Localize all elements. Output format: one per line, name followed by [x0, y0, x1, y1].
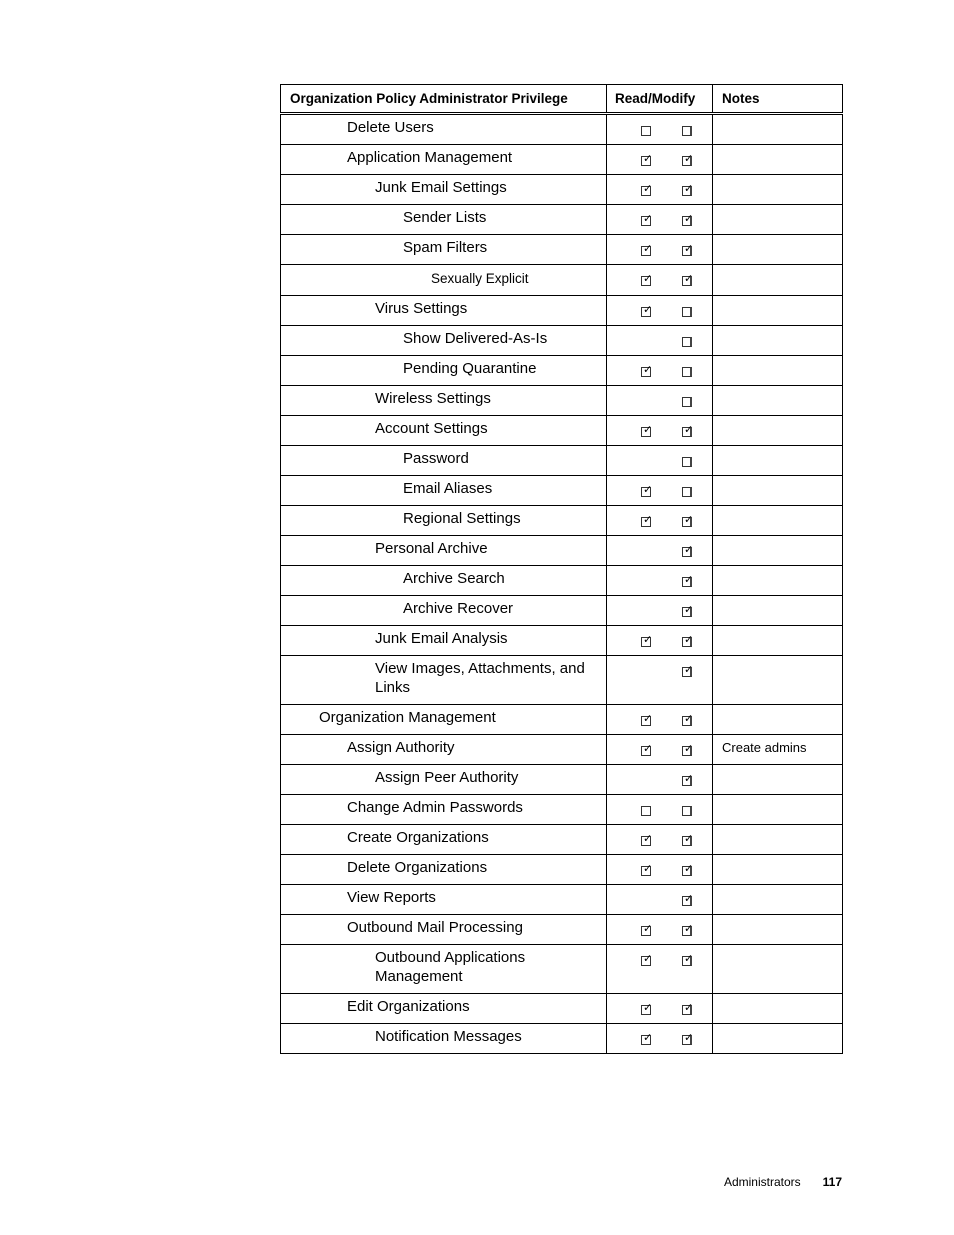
checkmark-icon: ✓ — [684, 952, 694, 965]
modify-checkbox — [682, 397, 692, 407]
read-modify-cell — [607, 855, 713, 885]
notes-cell — [713, 626, 843, 656]
read-modify-cell — [607, 265, 713, 296]
privilege-label: Change Admin Passwords — [281, 795, 607, 825]
table-row — [281, 915, 843, 945]
table-row — [281, 566, 843, 596]
modify-checkbox — [682, 272, 694, 286]
read-checkbox — [641, 483, 653, 497]
notes-cell — [713, 386, 843, 416]
notes-cell — [713, 175, 843, 205]
checkmark-icon: ✓ — [684, 862, 694, 875]
read-modify-cell — [607, 356, 713, 386]
notes-cell — [713, 296, 843, 326]
privilege-label: View Reports — [281, 885, 607, 915]
read-modify-cell — [607, 705, 713, 735]
read-checkbox — [641, 1001, 653, 1015]
privilege-label: Wireless Settings — [281, 386, 607, 416]
checkmark-icon: ✓ — [643, 272, 653, 285]
privilege-label: Pending Quarantine — [281, 356, 607, 386]
notes-cell — [713, 825, 843, 855]
privilege-label: Outbound Applications Management — [281, 945, 607, 994]
checkmark-icon: ✓ — [643, 1001, 653, 1014]
notes-cell — [713, 446, 843, 476]
notes-cell — [713, 536, 843, 566]
notes-cell — [713, 855, 843, 885]
table-row — [281, 114, 843, 145]
notes-cell — [713, 326, 843, 356]
read-checkbox — [641, 423, 653, 437]
modify-checkbox — [682, 806, 692, 816]
read-modify-cell — [607, 915, 713, 945]
checkmark-icon: ✓ — [643, 513, 653, 526]
read-checkbox — [641, 1031, 653, 1045]
modify-checkbox — [682, 892, 694, 906]
checkmark-icon: ✓ — [643, 952, 653, 965]
read-modify-cell — [607, 175, 713, 205]
privilege-label: Regional Settings — [281, 506, 607, 536]
privilege-label: Spam Filters — [281, 235, 607, 265]
read-checkbox — [641, 212, 653, 226]
notes-cell — [713, 656, 843, 705]
checkmark-icon: ✓ — [643, 363, 653, 376]
checkmark-icon: ✓ — [643, 922, 653, 935]
table-body — [281, 114, 843, 1054]
read-checkbox — [641, 182, 653, 196]
read-modify-cell — [607, 1024, 713, 1054]
privilege-label: Sexually Explicit — [281, 265, 607, 296]
checkmark-icon: ✓ — [643, 712, 653, 725]
modify-checkbox — [682, 487, 692, 497]
read-checkbox — [641, 633, 653, 647]
footer-section: Administrators — [723, 1175, 801, 1189]
privilege-label: View Images, Attachments, and Links — [281, 656, 607, 705]
read-modify-cell — [607, 205, 713, 235]
read-modify-cell — [607, 945, 713, 994]
privilege-label: Outbound Mail Processing — [281, 915, 607, 945]
checkmark-icon: ✓ — [684, 663, 694, 676]
notes-cell — [713, 145, 843, 175]
modify-checkbox — [682, 513, 694, 527]
checkmark-icon: ✓ — [684, 423, 694, 436]
privilege-label: Virus Settings — [281, 296, 607, 326]
modify-checkbox — [682, 712, 694, 726]
notes-cell — [713, 994, 843, 1024]
read-modify-cell — [607, 416, 713, 446]
notes-cell — [713, 596, 843, 626]
checkmark-icon: ✓ — [643, 303, 653, 316]
modify-checkbox — [682, 337, 692, 347]
privileges-table — [280, 84, 843, 1054]
notes-cell — [713, 885, 843, 915]
read-checkbox — [641, 242, 653, 256]
table-row — [281, 626, 843, 656]
read-checkbox — [641, 363, 653, 377]
checkmark-icon: ✓ — [684, 573, 694, 586]
read-modify-cell — [607, 994, 713, 1024]
read-checkbox — [641, 303, 653, 317]
privilege-label: Personal Archive — [281, 536, 607, 566]
checkmark-icon: ✓ — [684, 513, 694, 526]
notes-cell — [713, 566, 843, 596]
table-row — [281, 994, 843, 1024]
read-modify-cell — [607, 656, 713, 705]
modify-checkbox — [682, 603, 694, 617]
notes-cell — [713, 265, 843, 296]
privilege-label: Email Aliases — [281, 476, 607, 506]
modify-checkbox — [682, 862, 694, 876]
page-footer — [724, 1175, 842, 1189]
checkmark-icon: ✓ — [684, 832, 694, 845]
read-modify-cell — [607, 145, 713, 175]
read-checkbox — [641, 272, 653, 286]
notes-cell — [713, 945, 843, 994]
read-modify-cell — [607, 386, 713, 416]
privilege-label: Archive Recover — [281, 596, 607, 626]
table-row — [281, 145, 843, 175]
table-row — [281, 945, 843, 994]
read-modify-cell — [607, 235, 713, 265]
modify-checkbox — [682, 457, 692, 467]
privilege-label: Junk Email Settings — [281, 175, 607, 205]
checkmark-icon: ✓ — [643, 182, 653, 195]
checkmark-icon: ✓ — [684, 182, 694, 195]
modify-checkbox — [682, 307, 692, 317]
page-number: 117 — [822, 1175, 842, 1189]
table-row — [281, 235, 843, 265]
checkmark-icon: ✓ — [684, 1031, 694, 1044]
checkmark-icon: ✓ — [684, 742, 694, 755]
read-checkbox — [641, 742, 653, 756]
notes-cell — [713, 1024, 843, 1054]
read-checkbox — [641, 832, 653, 846]
read-modify-cell — [607, 446, 713, 476]
table-row — [281, 506, 843, 536]
modify-checkbox — [682, 663, 694, 677]
checkmark-icon: ✓ — [643, 742, 653, 755]
read-checkbox — [641, 712, 653, 726]
notes-cell — [713, 114, 843, 145]
notes-cell — [713, 476, 843, 506]
header-read-modify: Read/Modify — [607, 85, 713, 114]
checkmark-icon: ✓ — [684, 603, 694, 616]
table-row — [281, 416, 843, 446]
privilege-label: Assign Authority — [281, 735, 607, 765]
notes-cell — [713, 705, 843, 735]
table-row — [281, 855, 843, 885]
notes-cell — [713, 506, 843, 536]
privilege-label: Archive Search — [281, 566, 607, 596]
privilege-label: Delete Users — [281, 114, 607, 145]
privilege-label: Assign Peer Authority — [281, 765, 607, 795]
table-row — [281, 536, 843, 566]
read-modify-cell — [607, 114, 713, 145]
privilege-label: Show Delivered-As-Is — [281, 326, 607, 356]
checkmark-icon: ✓ — [643, 242, 653, 255]
privilege-label: Junk Email Analysis — [281, 626, 607, 656]
privilege-label: Sender Lists — [281, 205, 607, 235]
privilege-label: Account Settings — [281, 416, 607, 446]
table-row — [281, 735, 843, 765]
privilege-label: Edit Organizations — [281, 994, 607, 1024]
modify-checkbox — [682, 242, 694, 256]
modify-checkbox — [682, 772, 694, 786]
notes-cell — [713, 235, 843, 265]
modify-checkbox — [682, 742, 694, 756]
checkmark-icon: ✓ — [643, 633, 653, 646]
read-modify-cell — [607, 326, 713, 356]
read-modify-cell — [607, 596, 713, 626]
read-checkbox — [641, 513, 653, 527]
table-row — [281, 356, 843, 386]
read-checkbox — [641, 862, 653, 876]
table-row — [281, 656, 843, 705]
modify-checkbox — [682, 633, 694, 647]
table-header-row — [281, 85, 843, 114]
read-modify-cell — [607, 536, 713, 566]
notes-cell — [713, 356, 843, 386]
modify-checkbox — [682, 126, 692, 136]
checkmark-icon: ✓ — [684, 242, 694, 255]
checkmark-icon: ✓ — [684, 633, 694, 646]
checkmark-icon: ✓ — [643, 1031, 653, 1044]
checkmark-icon: ✓ — [684, 922, 694, 935]
checkmark-icon: ✓ — [643, 423, 653, 436]
checkmark-icon: ✓ — [684, 892, 694, 905]
table-row — [281, 596, 843, 626]
table-row — [281, 205, 843, 235]
table-row — [281, 326, 843, 356]
modify-checkbox — [682, 1001, 694, 1015]
table-row — [281, 446, 843, 476]
notes-cell: Create admins — [713, 735, 843, 765]
read-modify-cell — [607, 506, 713, 536]
notes-cell — [713, 416, 843, 446]
notes-cell — [713, 915, 843, 945]
notes-cell — [713, 205, 843, 235]
modify-checkbox — [682, 543, 694, 557]
checkmark-icon: ✓ — [684, 272, 694, 285]
checkmark-icon: ✓ — [643, 152, 653, 165]
modify-checkbox — [682, 152, 694, 166]
privilege-label: Organization Management — [281, 705, 607, 735]
modify-checkbox — [682, 922, 694, 936]
read-checkbox — [641, 806, 651, 816]
read-modify-cell — [607, 476, 713, 506]
table-row — [281, 296, 843, 326]
table-row — [281, 265, 843, 296]
modify-checkbox — [682, 423, 694, 437]
modify-checkbox — [682, 1031, 694, 1045]
privilege-label: Delete Organizations — [281, 855, 607, 885]
table-row — [281, 705, 843, 735]
checkmark-icon: ✓ — [643, 212, 653, 225]
checkmark-icon: ✓ — [684, 712, 694, 725]
table-row — [281, 885, 843, 915]
checkmark-icon: ✓ — [684, 1001, 694, 1014]
table-row — [281, 175, 843, 205]
read-checkbox — [641, 152, 653, 166]
read-modify-cell — [607, 566, 713, 596]
table-row — [281, 476, 843, 506]
notes-cell — [713, 765, 843, 795]
read-modify-cell — [607, 825, 713, 855]
table-row — [281, 1024, 843, 1054]
checkmark-icon: ✓ — [684, 543, 694, 556]
modify-checkbox — [682, 952, 694, 966]
privilege-label: Password — [281, 446, 607, 476]
read-checkbox — [641, 126, 651, 136]
read-modify-cell — [607, 885, 713, 915]
header-notes: Notes — [713, 85, 843, 114]
privilege-label: Notification Messages — [281, 1024, 607, 1054]
header-privilege: Organization Policy Administrator Privilege — [281, 85, 607, 114]
read-modify-cell — [607, 765, 713, 795]
read-checkbox — [641, 922, 653, 936]
checkmark-icon: ✓ — [684, 152, 694, 165]
table-row — [281, 386, 843, 416]
modify-checkbox — [682, 367, 692, 377]
modify-checkbox — [682, 573, 694, 587]
modify-checkbox — [682, 182, 694, 196]
read-checkbox — [641, 952, 653, 966]
table-row — [281, 795, 843, 825]
table-row — [281, 825, 843, 855]
read-modify-cell — [607, 296, 713, 326]
read-modify-cell — [607, 626, 713, 656]
table-row — [281, 765, 843, 795]
modify-checkbox — [682, 212, 694, 226]
privilege-label: Create Organizations — [281, 825, 607, 855]
notes-cell — [713, 795, 843, 825]
checkmark-icon: ✓ — [643, 832, 653, 845]
checkmark-icon: ✓ — [643, 862, 653, 875]
checkmark-icon: ✓ — [643, 483, 653, 496]
checkmark-icon: ✓ — [684, 772, 694, 785]
privilege-label: Application Management — [281, 145, 607, 175]
read-modify-cell — [607, 735, 713, 765]
checkmark-icon: ✓ — [684, 212, 694, 225]
modify-checkbox — [682, 832, 694, 846]
read-modify-cell — [607, 795, 713, 825]
